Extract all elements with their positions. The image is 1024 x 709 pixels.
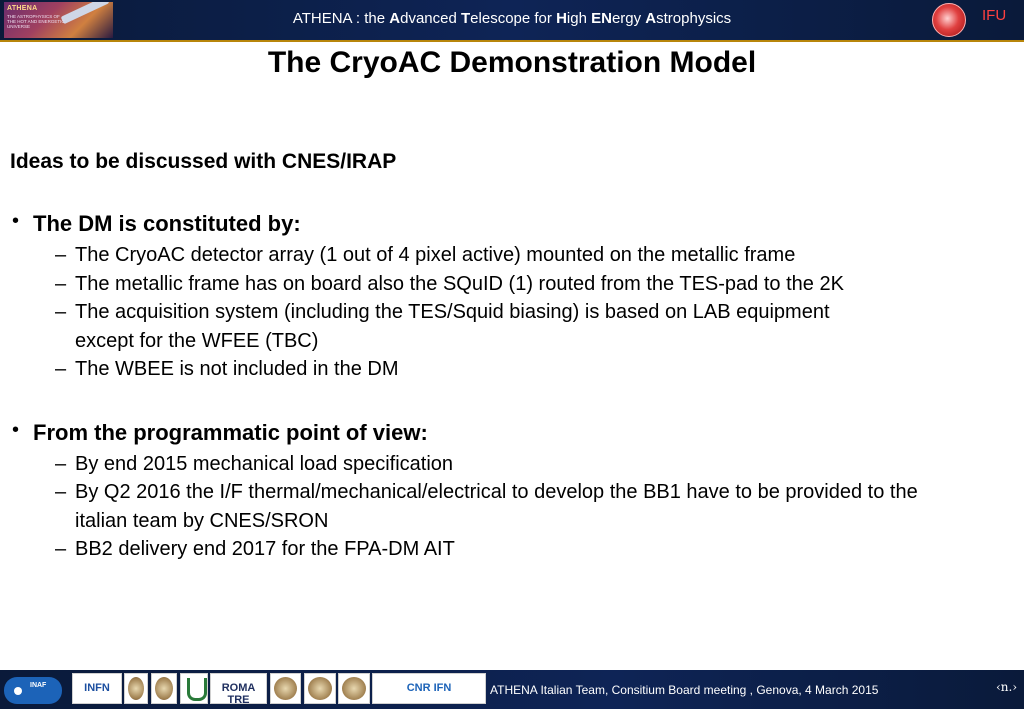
sub-bullet-line: The acquisition system (including the TES/Squid biasing) is based on LAB equipment — [75, 301, 830, 323]
sub-bullet-item — [10, 450, 1020, 479]
header-title — [0, 10, 1024, 27]
sub-bullet-item — [10, 535, 1020, 564]
header-title-part: ATHENA : the — [292, 10, 390, 27]
crest-icon — [308, 677, 332, 700]
sub-bullet-line: except for the WFEE (TBC) — [75, 329, 319, 352]
crest-logo-1 — [124, 673, 148, 704]
header-title-part: dvanced — [400, 10, 461, 27]
sub-bullet-item — [10, 298, 1020, 355]
bullet-label: The DM is constituted by: — [33, 211, 301, 236]
infn-logo — [72, 673, 122, 704]
seal-logo-2 — [304, 673, 336, 704]
slide-body — [10, 150, 1020, 564]
header-title-part: H — [556, 10, 567, 27]
bullet-dot-icon: • — [12, 418, 20, 441]
inaf-logo — [4, 677, 62, 704]
sub-bullet-item — [10, 241, 1020, 270]
dash-icon: – — [55, 538, 67, 560]
sub-bullet-line: By Q2 2016 the I/F thermal/mechanical/electrical to develop the BB1 have to be provided to the — [75, 481, 918, 503]
athena-logo-title: ATHENA — [7, 5, 38, 12]
crest-icon — [128, 677, 144, 700]
slide-subheading: Ideas to be discussed with CNES/IRAP — [10, 150, 397, 173]
dash-icon: – — [55, 452, 67, 475]
header-title-part: EN — [591, 10, 612, 27]
bullet-item — [10, 211, 1020, 241]
ifu-logo-text: IFU — [982, 7, 1007, 24]
roma-tre-logo-text: ROMA TRE — [221, 682, 256, 704]
header-divider — [0, 40, 1024, 42]
header-title-part: T — [461, 10, 471, 27]
ifu-logo — [930, 3, 1018, 37]
inaf-logo-text: INAF — [30, 682, 47, 689]
sub-bullet-line: The CryoAC detector array (1 out of 4 pixel active) mounted on the metallic frame — [75, 244, 796, 266]
dash-icon: – — [55, 244, 67, 266]
sub-bullet-item — [10, 355, 1020, 384]
header-title-part: A — [389, 10, 401, 27]
crest-icon — [155, 677, 173, 700]
cnr-ifn-logo-text: CNR IFN — [406, 682, 452, 694]
sub-bullet-item — [10, 478, 1020, 535]
bullet-dot-icon: • — [12, 210, 20, 232]
seal-logo-3 — [338, 673, 370, 704]
seal-logo-1 — [270, 673, 301, 704]
crest-icon — [187, 678, 207, 701]
sub-bullet-item — [10, 270, 1020, 299]
sub-bullet-line: italian team by CNES/SRON — [75, 509, 329, 532]
crest-logo-4 — [180, 673, 208, 704]
infn-logo-text: INFN — [84, 682, 110, 694]
footer-caption: ATHENA Italian Team, Consitium Board meeting , Genova, 4 March 2015 — [490, 683, 879, 697]
sub-bullet-line: BB2 delivery end 2017 for the FPA-DM AIT — [75, 538, 455, 560]
dash-icon: – — [55, 272, 67, 295]
bullet-item — [10, 420, 1020, 450]
sub-bullet-line: The metallic frame has on board also the SQuID (1) routed from the TES-pad to the 2K — [75, 272, 844, 295]
slide-title: The CryoAC Demonstration Model — [267, 46, 757, 79]
dash-icon: – — [55, 358, 67, 380]
dash-icon: – — [55, 481, 67, 503]
ifu-emblem-icon — [932, 3, 966, 37]
sub-bullet-line: By end 2015 mechanical load specification — [75, 452, 454, 475]
header-title-part: igh — [566, 10, 592, 27]
cnr-ifn-logo — [372, 673, 486, 704]
dash-icon: – — [55, 301, 67, 323]
header-title-part: A — [645, 10, 657, 27]
crest-icon — [274, 677, 297, 700]
bullet-list — [10, 211, 1020, 564]
sub-bullet-line: The WBEE is not included in the DM — [75, 358, 399, 380]
header-title-part: strophysics — [656, 10, 732, 27]
crest-icon — [342, 677, 366, 700]
inaf-dot-icon — [14, 687, 22, 695]
header-title-part: elescope for — [470, 10, 557, 27]
page-number: ‹n.› — [996, 680, 1018, 694]
roma-tre-logo — [210, 673, 267, 704]
bullet-label: From the programmatic point of view: — [33, 419, 428, 445]
crest-logo-2 — [151, 673, 177, 704]
header-title-part: ergy — [611, 10, 646, 27]
athena-logo-subtitle: THE ASTROPHYSICS OF THE HOT AND ENERGETIC UNIVERSE — [7, 14, 65, 29]
